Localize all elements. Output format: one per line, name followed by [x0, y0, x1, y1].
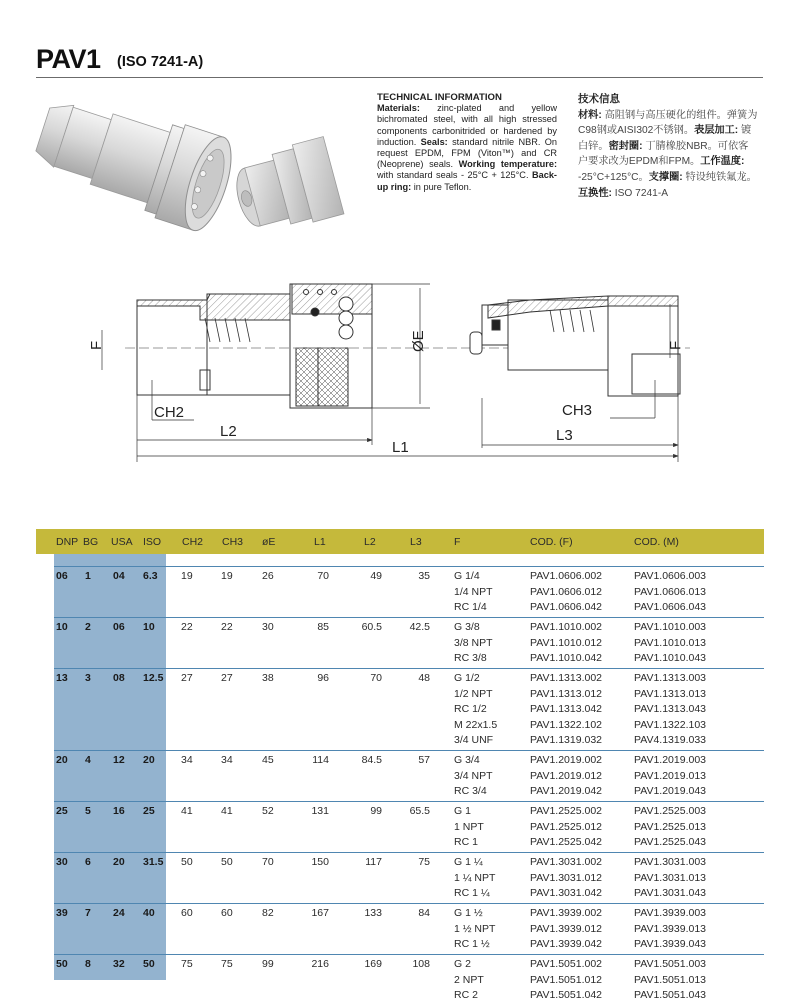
- table-row: [54, 621, 764, 637]
- cell-f: G 3/4: [454, 754, 480, 766]
- cell-ch2: 41: [181, 805, 193, 817]
- cell-usa: 20: [113, 856, 125, 868]
- dimension-ch3: CH3: [562, 402, 593, 419]
- dimension-diameter-e: ØE: [410, 330, 427, 352]
- seals-text-zh: 丁腈橡胶NBR。可依客户要求改为EPDM和FPM。: [578, 140, 749, 168]
- column-header-cod-m: COD. (M): [634, 536, 679, 548]
- cell-f: G 1/2: [454, 672, 480, 684]
- cell-dnp: 10: [56, 621, 68, 633]
- technical-info-english: [377, 92, 557, 193]
- cell-ch2: 50: [181, 856, 193, 868]
- cell-cod-m: PAV1.0606.013: [634, 585, 707, 598]
- cell-f: RC 3/4: [454, 785, 487, 797]
- technical-drawing: [70, 270, 710, 470]
- cell-cod-m: PAV1.5051.013: [634, 973, 707, 986]
- dimension-ch2: CH2: [154, 404, 185, 421]
- cell-f: RC 1/4: [454, 601, 487, 613]
- backup-ring-text-zh: 特设纯铁氟龙。: [682, 171, 757, 183]
- cell-bg: 3: [85, 672, 91, 684]
- table-row: [54, 754, 764, 770]
- cell-usa: 16: [113, 805, 125, 817]
- seals-text: standard nitrile NBR. On request EPDM, FPM (Viton™) and CR (Neoprene) seals.: [377, 136, 557, 170]
- dimension-l3: L3: [556, 427, 573, 444]
- cell-cod-m: PAV1.0606.043: [634, 601, 707, 613]
- table-row-group: [54, 750, 764, 800]
- cell-cod-f: PAV1.2525.012: [530, 820, 603, 833]
- table-header: [36, 529, 764, 554]
- cell-f: 3/8 NPT: [454, 636, 493, 649]
- cell-oe: 82: [262, 907, 274, 919]
- cell-cod-m: PAV1.2019.043: [634, 785, 707, 797]
- cell-l2: 60.5: [361, 621, 382, 633]
- cell-l1: 167: [311, 907, 329, 919]
- cell-cod-f: PAV1.3031.002: [530, 856, 603, 868]
- table-row: [54, 958, 764, 974]
- cell-cod-m: PAV1.1313.013: [634, 687, 707, 700]
- cell-l2: 133: [364, 907, 382, 919]
- cell-l3: 65.5: [409, 805, 430, 817]
- cell-cod-m: PAV1.3031.003: [634, 856, 707, 868]
- table-row-group: [54, 954, 764, 1004]
- table-row: [54, 923, 764, 939]
- cell-cod-f: PAV1.3939.012: [530, 922, 603, 935]
- column-header-l3: L3: [410, 536, 422, 548]
- page-header: [36, 44, 763, 78]
- table-row: [54, 719, 764, 735]
- cell-cod-m: PAV1.2525.043: [634, 836, 707, 848]
- cell-cod-m: PAV1.3939.043: [634, 938, 707, 950]
- cell-oe: 45: [262, 754, 274, 766]
- cell-bg: 1: [85, 570, 91, 582]
- male-nipple-drawing: [470, 296, 680, 396]
- cell-dnp: 30: [56, 856, 68, 868]
- cell-iso: 40: [143, 907, 155, 919]
- product-photo: [28, 95, 343, 235]
- cell-bg: 5: [85, 805, 91, 817]
- cell-bg: 2: [85, 621, 91, 633]
- cell-bg: 4: [85, 754, 91, 766]
- cell-cod-f: PAV1.5051.002: [530, 958, 603, 970]
- cell-f: RC 2: [454, 989, 478, 1001]
- cell-ch3: 75: [221, 958, 233, 970]
- cell-cod-f: PAV1.3031.012: [530, 871, 603, 884]
- cell-iso: 6.3: [143, 570, 158, 582]
- table-row: [54, 974, 764, 990]
- cell-cod-f: PAV1.2525.002: [530, 805, 603, 817]
- cell-oe: 99: [262, 958, 274, 970]
- cell-l2: 70: [370, 672, 382, 684]
- cell-oe: 26: [262, 570, 274, 582]
- cell-iso: 20: [143, 754, 155, 766]
- cell-cod-m: PAV1.1010.013: [634, 636, 707, 649]
- interchange-text-zh: ISO 7241-A: [611, 187, 669, 199]
- cell-cod-m: PAV4.1319.033: [634, 734, 707, 746]
- cell-l1: 131: [311, 805, 329, 817]
- cell-cod-m: PAV1.2019.003: [634, 754, 707, 766]
- column-header-bg: BG: [83, 536, 99, 548]
- cell-cod-m: PAV1.2525.013: [634, 820, 707, 833]
- dimension-l2: L2: [220, 423, 237, 440]
- dimension-f-left: F: [88, 340, 105, 350]
- cell-cod-f: PAV1.2525.042: [530, 836, 603, 848]
- table-row: [54, 872, 764, 888]
- cell-cod-f: PAV1.1010.012: [530, 636, 603, 649]
- cell-iso: 25: [143, 805, 155, 817]
- cell-l1: 216: [311, 958, 329, 970]
- table-row: [54, 907, 764, 923]
- table-row: [54, 586, 764, 602]
- table-row: [54, 805, 764, 821]
- cell-l1: 114: [312, 754, 329, 766]
- cell-oe: 70: [262, 856, 274, 868]
- cell-cod-m: PAV1.3939.003: [634, 907, 707, 919]
- table-row-group: [54, 903, 764, 953]
- table-row: [54, 570, 764, 586]
- cell-f: 1 ½ NPT: [454, 922, 496, 935]
- cell-cod-f: PAV1.1319.032: [530, 734, 603, 746]
- cell-usa: 08: [113, 672, 125, 684]
- cell-l3: 42.5: [409, 621, 430, 633]
- cell-l2: 99: [370, 805, 382, 817]
- cell-cod-m: PAV1.1010.003: [634, 621, 707, 633]
- cell-ch3: 60: [221, 907, 233, 919]
- cell-cod-f: PAV1.3031.042: [530, 887, 603, 899]
- cell-cod-m: PAV1.1322.103: [634, 718, 707, 731]
- cell-oe: 30: [262, 621, 274, 633]
- cell-ch3: 50: [221, 856, 233, 868]
- cell-cod-m: PAV1.3031.013: [634, 871, 707, 884]
- cell-ch2: 34: [181, 754, 193, 766]
- table-row: [54, 672, 764, 688]
- cell-cod-f: PAV1.3939.002: [530, 907, 603, 919]
- cell-usa: 24: [113, 907, 125, 919]
- column-header-dnp: DNP: [56, 536, 79, 548]
- column-header-usa: USA: [111, 536, 133, 548]
- column-header-ch3: CH3: [222, 536, 244, 548]
- table-row: [54, 734, 764, 750]
- cell-cod-f: PAV1.2019.042: [530, 785, 603, 797]
- cell-f: G 1/4: [454, 570, 480, 582]
- cell-l3: 48: [418, 672, 430, 684]
- table-row: [54, 836, 764, 852]
- female-coupler-image: [28, 83, 241, 236]
- cell-cod-f: PAV1.5051.042: [530, 989, 603, 1001]
- cell-l3: 57: [418, 754, 430, 766]
- cell-l2: 49: [370, 570, 382, 582]
- dimension-l1: L1: [392, 439, 409, 456]
- cell-l3: 84: [418, 907, 430, 919]
- cell-f: RC 3/8: [454, 652, 487, 664]
- column-header-f: F: [454, 536, 461, 548]
- table-row-group: [54, 566, 764, 616]
- cell-f: G 1: [454, 805, 471, 817]
- cell-oe: 38: [262, 672, 274, 684]
- cell-cod-m: PAV1.1313.003: [634, 672, 707, 684]
- cell-f: G 1 ¼: [454, 856, 483, 868]
- cell-f: 1/2 NPT: [454, 687, 493, 700]
- cell-dnp: 13: [56, 672, 68, 684]
- cell-cod-m: PAV1.2019.013: [634, 769, 707, 782]
- cell-cod-f: PAV1.1313.042: [530, 703, 603, 715]
- materials-text-zh: 高阻钢与高压硬化的组件。弹簧为C98钢或AISI302不锈钢。: [578, 109, 758, 137]
- technical-info-chinese: [578, 92, 758, 201]
- cell-ch3: 19: [221, 570, 233, 582]
- cell-l3: 108: [412, 958, 430, 970]
- table-row: [54, 703, 764, 719]
- table-row: [54, 856, 764, 872]
- cell-cod-f: PAV1.0606.012: [530, 585, 603, 598]
- table-row: [54, 688, 764, 704]
- cell-cod-f: PAV1.1010.042: [530, 652, 603, 664]
- cell-l2: 117: [365, 856, 382, 868]
- table-row: [54, 989, 764, 1005]
- cell-ch2: 19: [181, 570, 193, 582]
- cell-l1: 96: [317, 672, 329, 684]
- table-row-group: [54, 668, 764, 749]
- table-row: [54, 785, 764, 801]
- cell-f: 3/4 NPT: [454, 769, 493, 782]
- dimension-f-right: F: [667, 340, 684, 350]
- table-row: [54, 601, 764, 617]
- cell-cod-f: PAV1.2019.012: [530, 769, 603, 782]
- cell-bg: 8: [85, 958, 91, 970]
- cell-iso: 12.5: [143, 672, 164, 684]
- cell-ch3: 34: [221, 754, 233, 766]
- cell-ch2: 27: [181, 672, 193, 684]
- cell-cod-m: PAV1.5051.043: [634, 989, 707, 1001]
- cell-f: 2 NPT: [454, 973, 484, 986]
- cell-dnp: 39: [56, 907, 68, 919]
- cell-usa: 04: [113, 570, 125, 582]
- table-row: [54, 637, 764, 653]
- cell-f: RC 1 ¼: [454, 887, 490, 899]
- seals-label-zh: 密封圈:: [608, 140, 643, 152]
- table-row: [54, 821, 764, 837]
- cell-cod-f: PAV1.1010.002: [530, 621, 603, 633]
- cell-usa: 06: [113, 621, 125, 633]
- cell-f: 1 ¼ NPT: [454, 871, 496, 884]
- cell-cod-m: PAV1.1010.043: [634, 652, 707, 664]
- cell-ch3: 27: [221, 672, 233, 684]
- cell-cod-m: PAV1.3939.013: [634, 922, 707, 935]
- cell-l1: 150: [311, 856, 329, 868]
- cell-cod-f: PAV1.1313.012: [530, 687, 603, 700]
- tech-info-heading-zh: 技术信息: [578, 93, 620, 105]
- temperature-label: Working temperature:: [458, 159, 558, 170]
- cell-f: RC 1 ½: [454, 938, 490, 950]
- column-header-iso: ISO: [143, 536, 162, 548]
- cell-cod-f: PAV1.3939.042: [530, 938, 603, 950]
- cell-f: G 2: [454, 958, 471, 970]
- cell-usa: 32: [113, 958, 125, 970]
- cell-f: G 1 ½: [454, 907, 483, 919]
- column-header-oe: øE: [262, 536, 276, 548]
- materials-label: Materials:: [377, 103, 420, 114]
- temperature-label-zh: 工作温度:: [700, 156, 745, 168]
- backup-ring-text: in pure Teflon.: [411, 181, 472, 192]
- cell-bg: 7: [85, 907, 91, 919]
- male-nipple-image: [229, 137, 344, 240]
- temperature-text: with standard seals - 25°C + 125°C.: [377, 170, 532, 181]
- cell-cod-m: PAV1.5051.003: [634, 958, 707, 970]
- page-title: PAV1: [36, 44, 101, 74]
- backup-ring-label: Back-up ring:: [377, 170, 557, 192]
- table-row-group: [54, 852, 764, 902]
- female-coupler-drawing: [137, 284, 372, 408]
- cell-ch2: 75: [181, 958, 193, 970]
- cell-cod-m: PAV1.1313.043: [634, 703, 707, 715]
- cell-l3: 75: [418, 856, 430, 868]
- cell-cod-f: PAV1.5051.012: [530, 973, 603, 986]
- cell-cod-m: PAV1.3031.043: [634, 887, 707, 899]
- seals-label: Seals:: [420, 136, 448, 147]
- table-row: [54, 652, 764, 668]
- table-row: [54, 770, 764, 786]
- surface-text-zh: 镀白锌。: [578, 125, 752, 152]
- cell-cod-f: PAV1.1313.002: [530, 672, 603, 684]
- backup-ring-label-zh: 支撑圈:: [648, 171, 683, 183]
- temperature-text-zh: -25°C+125°C。: [578, 171, 649, 183]
- cell-oe: 52: [262, 805, 274, 817]
- column-header-l2: L2: [364, 536, 376, 548]
- cell-f: 3/4 UNF: [454, 734, 494, 746]
- table-row-group: [54, 617, 764, 667]
- cell-dnp: 50: [56, 958, 68, 970]
- table-row: [54, 887, 764, 903]
- cell-dnp: 25: [56, 805, 68, 817]
- cell-bg: 6: [85, 856, 91, 868]
- cell-l1: 85: [317, 621, 329, 633]
- materials-text: zinc-plated and yellow bichromated steel, with all high stressed components carbonitrided or hardened by induction.: [377, 103, 557, 147]
- cell-ch3: 41: [221, 805, 233, 817]
- cell-dnp: 20: [56, 754, 68, 766]
- cell-ch3: 22: [221, 621, 233, 633]
- cell-usa: 12: [113, 754, 125, 766]
- cell-f: 1/4 NPT: [454, 585, 493, 598]
- cell-l3: 35: [418, 570, 430, 582]
- cell-f: RC 1: [454, 836, 478, 848]
- cell-ch2: 22: [181, 621, 193, 633]
- interchange-label-zh: 互换性:: [578, 187, 612, 199]
- cell-l1: 70: [317, 570, 329, 582]
- cell-l2: 169: [364, 958, 382, 970]
- column-header-ch2: CH2: [182, 536, 204, 548]
- cell-f: 1 NPT: [454, 820, 484, 833]
- column-header-l1: L1: [314, 536, 326, 548]
- cell-cod-m: PAV1.2525.003: [634, 805, 707, 817]
- cell-iso: 10: [143, 621, 155, 633]
- cell-iso: 31.5: [143, 856, 164, 868]
- cell-ch2: 60: [181, 907, 193, 919]
- table-row: [54, 938, 764, 954]
- page-subtitle: (ISO 7241-A): [117, 54, 204, 70]
- cell-cod-f: PAV1.0606.002: [530, 570, 603, 582]
- cell-cod-f: PAV1.2019.002: [530, 754, 603, 766]
- cell-l2: 84.5: [361, 754, 382, 766]
- cell-f: G 3/8: [454, 621, 480, 633]
- cell-cod-m: PAV1.0606.003: [634, 570, 707, 582]
- cell-f: RC 1/2: [454, 703, 487, 715]
- cell-cod-f: PAV1.1322.102: [530, 718, 603, 731]
- column-header-cod-f: COD. (F): [530, 536, 573, 548]
- cell-cod-f: PAV1.0606.042: [530, 601, 603, 613]
- surface-label-zh: 表层加工:: [694, 125, 739, 137]
- cell-f: M 22x1.5: [454, 718, 498, 731]
- tech-info-heading: TECHNICAL INFORMATION: [377, 92, 502, 103]
- cell-iso: 50: [143, 958, 155, 970]
- table-row-group: [54, 801, 764, 851]
- materials-label-zh: 材料:: [578, 109, 602, 121]
- cell-dnp: 06: [56, 570, 68, 582]
